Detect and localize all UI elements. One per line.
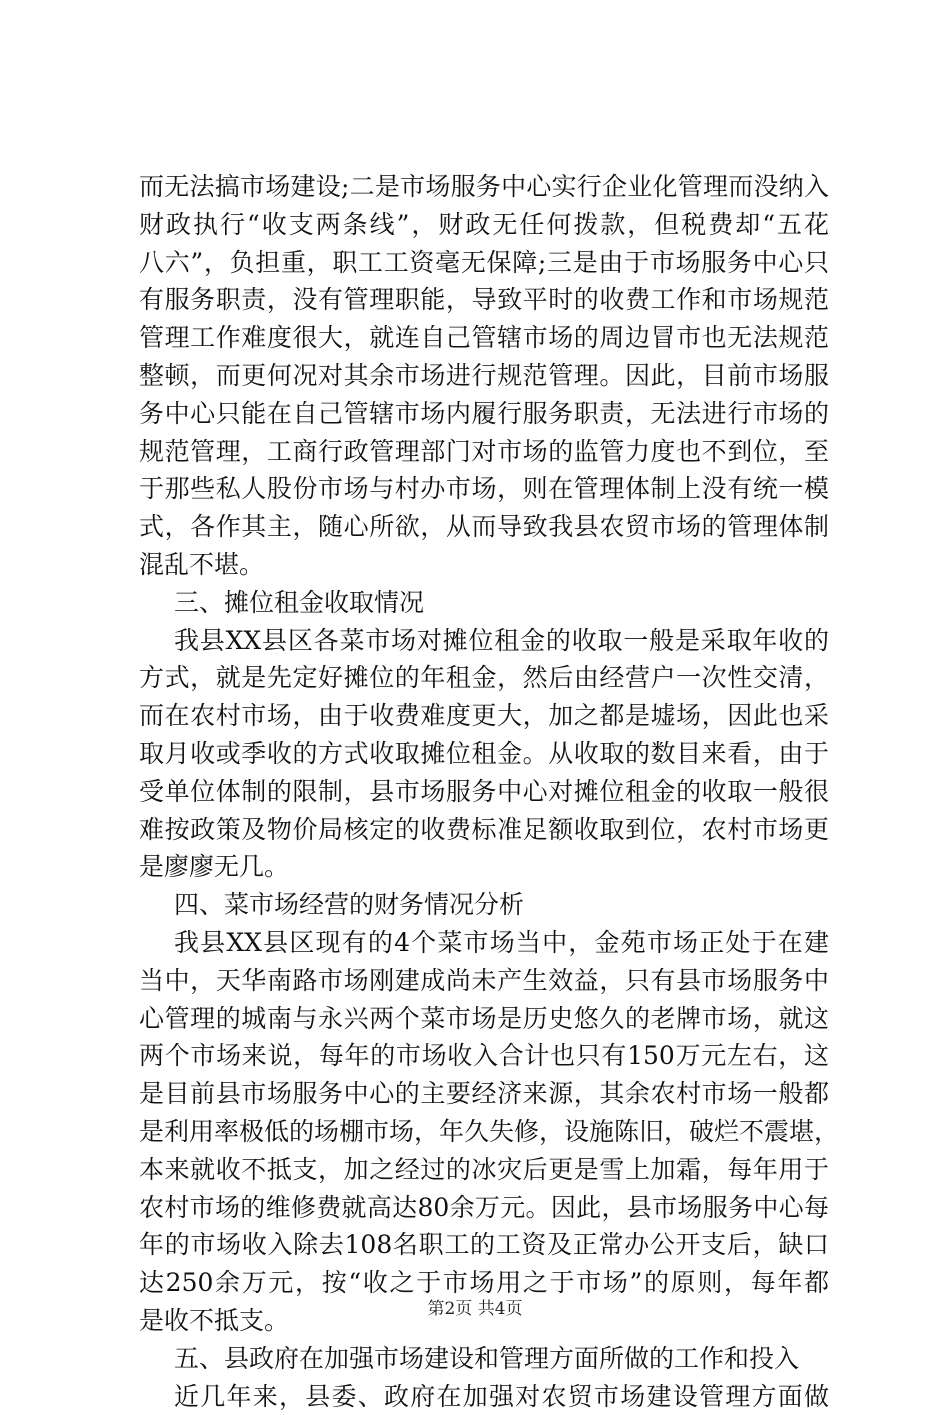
text-line: 本来就收不抵支，加之经过的冰灾后更是雪上加霜，每年用于 xyxy=(139,1151,829,1189)
text-line: 我县XX县区现有的4个菜市场当中，金苑市场正处于在建 xyxy=(139,924,829,962)
text-line: 混乱不堪。 xyxy=(139,546,829,584)
text-line: 取月收或季收的方式收取摊位租金。从收取的数目来看，由于 xyxy=(139,735,829,773)
text-line: 难按政策及物价局核定的收费标准足额收取到位，农村市场更 xyxy=(139,811,829,849)
text-line: 四、菜市场经营的财务情况分析 xyxy=(139,886,829,924)
text-line: 是利用率极低的场棚市场，年久失修，设施陈旧，破烂不震堪， xyxy=(139,1113,829,1151)
text-line: 务中心只能在自己管辖市场内履行服务职责，无法进行市场的 xyxy=(139,395,829,433)
text-line: 是廖廖无几。 xyxy=(139,848,829,886)
text-line: 管理工作难度很大，就连自己管辖市场的周边冒市也无法规范 xyxy=(139,319,829,357)
document-body xyxy=(139,168,829,1415)
text-line: 方式，就是先定好摊位的年租金，然后由经营户一次性交清， xyxy=(139,659,829,697)
text-line: 心管理的城南与永兴两个菜市场是历史悠久的老牌市场，就这 xyxy=(139,1000,829,1038)
text-line: 年的市场收入除去108名职工的工资及正常办公开支后，缺口 xyxy=(139,1226,829,1264)
text-line: 当中，天华南路市场刚建成尚未产生效益，只有县市场服务中 xyxy=(139,962,829,1000)
text-line: 达250余万元，按“收之于市场用之于市场”的原则，每年都 xyxy=(139,1264,829,1302)
text-line: 财政执行“收支两条线”，财政无任何拨款，但税费却“五花 xyxy=(139,206,829,244)
text-line: 是收不抵支。 xyxy=(139,1302,829,1340)
text-line: 式，各作其主，随心所欲，从而导致我县农贸市场的管理体制 xyxy=(139,508,829,546)
text-line: 农村市场的维修费就高达80余万元。因此，县市场服务中心每 xyxy=(139,1189,829,1227)
text-line: 三、摊位租金收取情况 xyxy=(139,584,829,622)
text-line: 而无法搞市场建设;二是市场服务中心实行企业化管理而没纳入 xyxy=(139,168,829,206)
text-line: 我县XX县区各菜市场对摊位租金的收取一般是采取年收的 xyxy=(139,622,829,660)
text-line: 而在农村市场，由于收费难度更大，加之都是墟场，因此也采 xyxy=(139,697,829,735)
text-line: 五、县政府在加强市场建设和管理方面所做的工作和投入 xyxy=(139,1340,829,1378)
text-line: 八六”，负担重，职工工资毫无保障;三是由于市场服务中心只 xyxy=(139,244,829,282)
text-line: 规范管理，工商行政管理部门对市场的监管力度也不到位，至 xyxy=(139,433,829,471)
text-line: 两个市场来说，每年的市场收入合计也只有150万元左右，这 xyxy=(139,1037,829,1075)
text-line: 整顿，而更何况对其余市场进行规范管理。因此，目前市场服 xyxy=(139,357,829,395)
text-line: 是目前县市场服务中心的主要经济来源，其余农村市场一般都 xyxy=(139,1075,829,1113)
text-line: 近几年来，县委、政府在加强对农贸市场建设管理方面做 xyxy=(139,1378,829,1415)
text-line: 于那些私人股份市场与村办市场，则在管理体制上没有统一模 xyxy=(139,470,829,508)
text-line: 受单位体制的限制，县市场服务中心对摊位租金的收取一般很 xyxy=(139,773,829,811)
page-footer: 第2页 共4页 xyxy=(0,1294,950,1319)
text-line: 有服务职责，没有管理职能，导致平时的收费工作和市场规范 xyxy=(139,281,829,319)
